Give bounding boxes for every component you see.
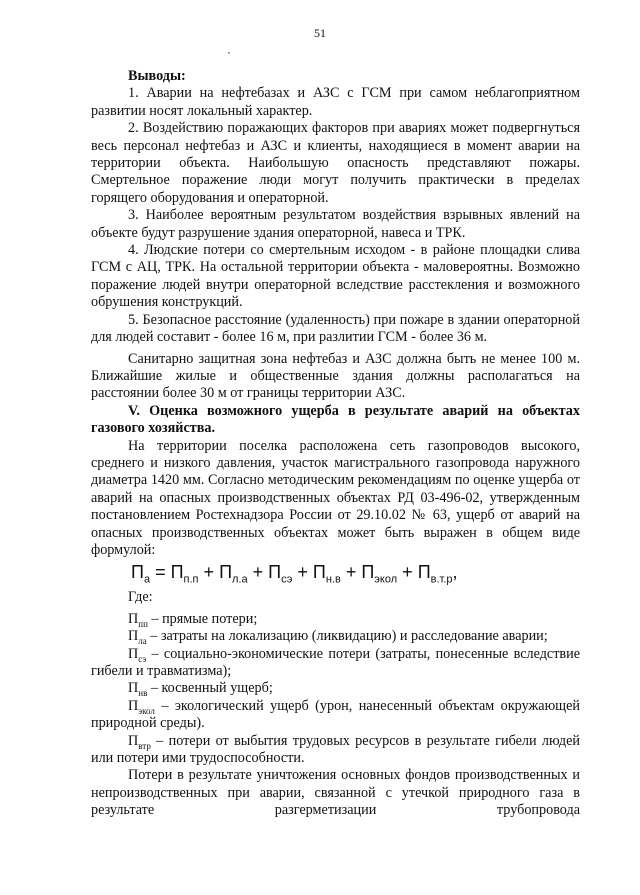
- page-number: 51: [314, 26, 326, 40]
- definition-vtr: [91, 733, 580, 768]
- definition-pp: [91, 611, 580, 628]
- definition-la: [91, 628, 580, 645]
- formula-lhs-sub: а: [143, 573, 151, 586]
- formula-equals: =: [155, 562, 166, 583]
- intro-paragraph: На территории поселка расположена сеть газопроводов высокого, среднего и низкого давления, участок магистрального газопровода наружного диаметра 1420 мм. Согласно методическим рекомендациям по оценке ущерба от аварий на опасных производственных объектах РД 03-496-02, утвержденным постановлением Ростехнадзора России от 29.10.02 № 63, ущерб от аварий на опасных производственных объектах может быть выражен в общем виде формулой:: [91, 437, 580, 558]
- page-content: [91, 68, 580, 820]
- conclusion-item-3: 3. Наиболее вероятным результатом воздействия взрывных явлений на объекте будут разрушение здания операторной, навеса и ТРК.: [91, 207, 580, 241]
- formula-term: П: [361, 562, 375, 583]
- formula-term: П: [219, 562, 233, 583]
- formula-term-sub: л.а: [232, 573, 248, 586]
- definition-ekol: [91, 698, 580, 733]
- conclusions-heading: Выводы:: [128, 68, 186, 84]
- definition-subscript: сэ: [138, 653, 147, 664]
- formula-plus: +: [345, 562, 357, 583]
- formula-term: П: [312, 562, 326, 583]
- definition-subscript: втр: [138, 740, 151, 751]
- formula-plus: +: [402, 562, 413, 583]
- damage-formula: [91, 561, 580, 586]
- definition-symbol: П: [128, 680, 139, 697]
- definition-text: – затраты на локализацию (ликвидацию) и расследование аварии;: [146, 628, 548, 645]
- definition-text: – прямые потери;: [147, 610, 258, 627]
- formula-term: П: [417, 562, 431, 583]
- formula-term: П: [268, 562, 282, 583]
- section-title: V. Оценка возможного ущерба в результате аварий на объектах газового хозяйства.: [91, 402, 580, 437]
- definition-subscript: экол: [138, 705, 155, 716]
- conclusion-item-5: 5. Безопасное расстояние (удаленность) при пожаре в здании операторной для людей составит - более 16 м, при разлитии ГСМ - более 36 м.: [91, 311, 580, 346]
- formula-plus: +: [203, 562, 215, 583]
- final-paragraph: Потери в результате уничтожения основных фондов производственных и непроизводственных при аварии, связанной с утечкой природного газа в результате разгерметизации трубопровода: [91, 767, 580, 819]
- conclusion-item-4: 4. Людские потери со смертельным исходом - в районе площадки слива ГСМ с АЦ, ТРК. На остальной территории объекта - маловероятны. Возможно поражение людей внутри операторной вследствие расстекления и возможного обрушения конструкций.: [91, 242, 580, 311]
- definition-symbol: П: [128, 628, 139, 645]
- formula-term-sub: экол: [374, 573, 398, 586]
- formula-term-sub: сэ: [281, 573, 293, 586]
- definition-subscript: нв: [138, 688, 148, 699]
- sanitary-zone-paragraph: Санитарно защитная зона нефтебаз и АЗС должна быть не менее 100 м. Ближайшие жилые и общественные здания должны располагаться на расстоянии более 30 м от границы территории АЗС.: [91, 350, 580, 402]
- formula-plus: +: [297, 562, 308, 583]
- definition-symbol: П: [128, 645, 139, 662]
- definition-subscript: ла: [138, 636, 147, 647]
- definition-text: – потери от выбытия трудовых ресурсов в результате гибели людей или потери ими трудоспособности.: [91, 732, 580, 767]
- scan-speck: [228, 52, 230, 54]
- conclusion-item-2: 2. Воздействию поражающих факторов при авариях может подвергнуться весь персонал нефтебаз и АЗС и клиенты, находящиеся в момент аварии на территории объекта. Наибольшую опасность представляют пожары. Смертельное поражение люди могут получить практически в пределах горящего оборудования и операторной.: [91, 120, 580, 206]
- definition-nv: [91, 680, 580, 697]
- definition-text: – экологический ущерб (урон, нанесенный объектам окружающей природной среды).: [91, 697, 580, 732]
- definition-symbol: П: [128, 610, 139, 627]
- definition-text: – косвенный ущерб;: [147, 680, 273, 697]
- formula-term-sub: п.п: [183, 573, 199, 586]
- definition-symbol: П: [128, 732, 139, 749]
- formula-term-sub: н.в: [325, 573, 341, 586]
- definition-subscript: пп: [138, 618, 148, 629]
- formula-lhs: П: [131, 562, 144, 583]
- definition-text: – социально-экономические потери (затраты, понесенные вследствие гибели и травматизма);: [91, 645, 580, 679]
- formula-end: ,: [452, 562, 458, 583]
- where-label: Где:: [128, 589, 153, 606]
- definition-se: [91, 646, 580, 681]
- definition-symbol: П: [128, 697, 139, 714]
- formula-term: П: [170, 562, 184, 583]
- formula-plus: +: [252, 562, 264, 583]
- formula-term-sub: в.т.р: [430, 573, 453, 586]
- conclusion-item-1: 1. Аварии на нефтебазах и АЗС с ГСМ при самом неблагоприятном развитии носят локальный характер.: [91, 85, 580, 119]
